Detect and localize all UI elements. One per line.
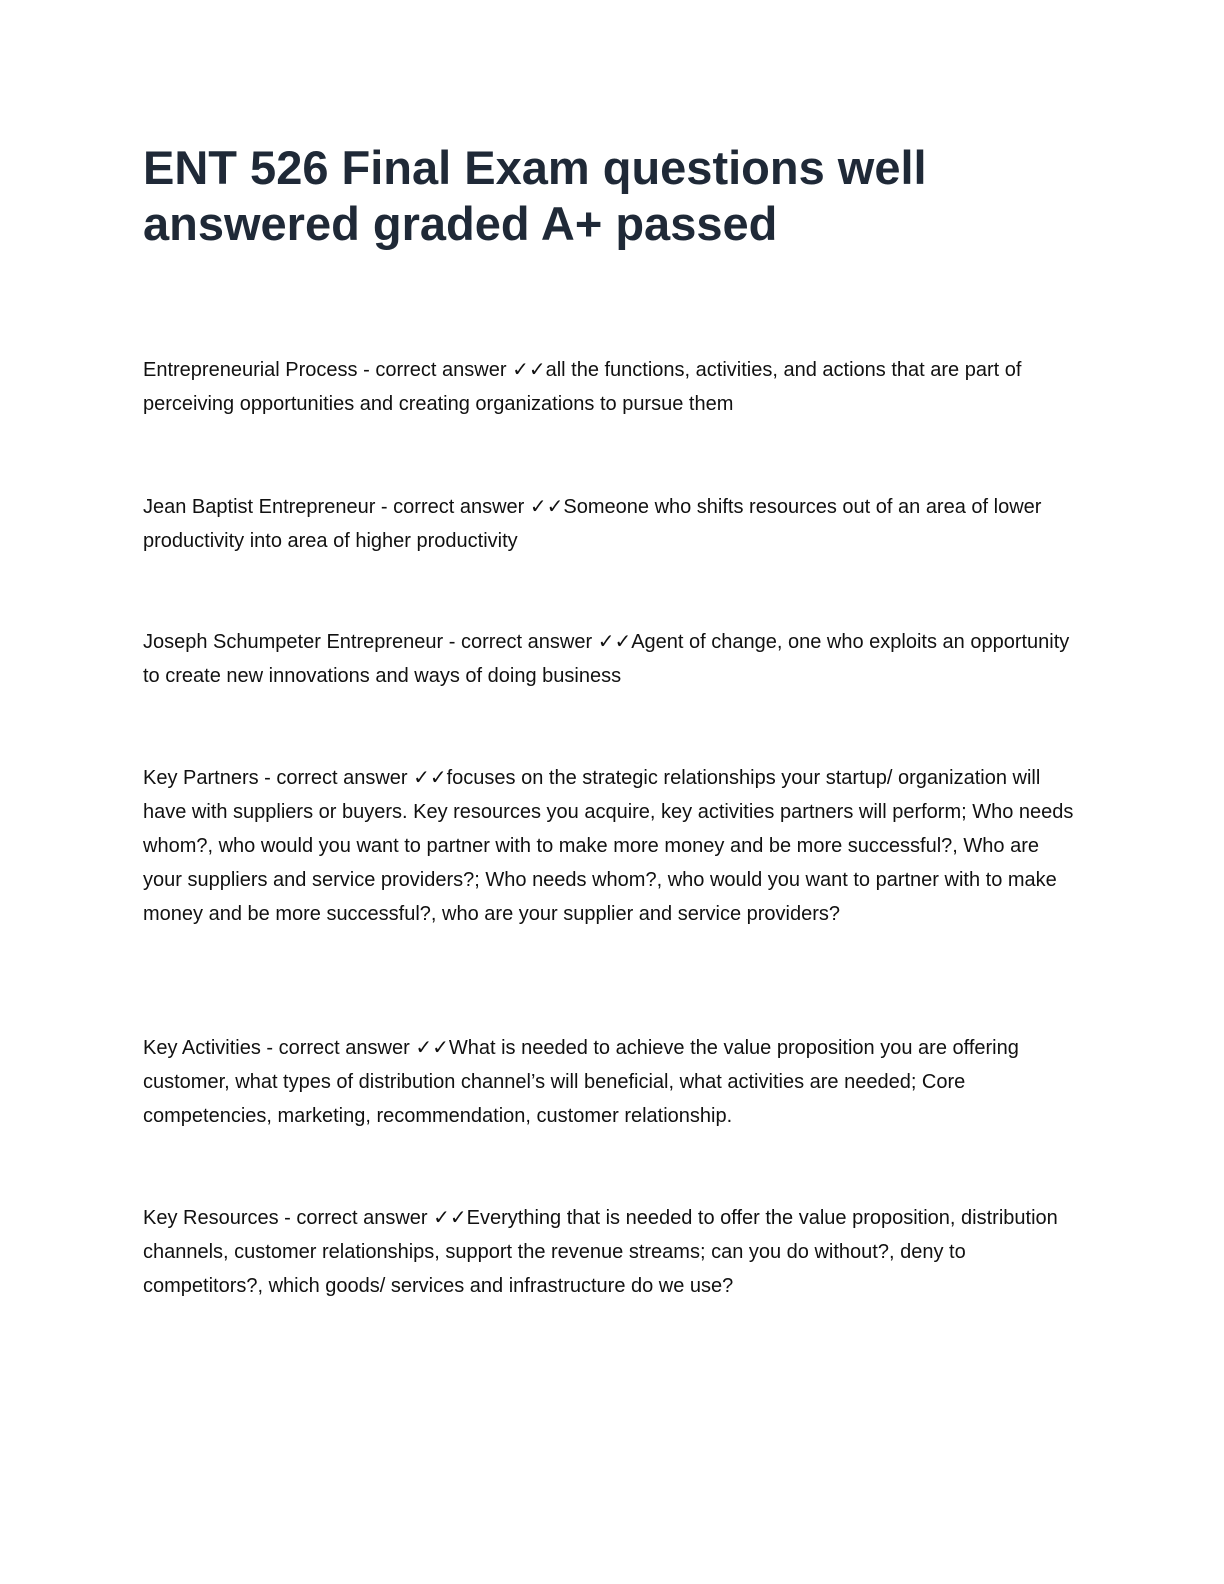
answer-label: correct answer xyxy=(296,1207,434,1229)
qa-entry-jean-baptist-entrepreneur xyxy=(143,489,1078,558)
term: Key Partners xyxy=(143,767,259,789)
answer-label: correct answer xyxy=(276,767,414,789)
term: Entrepreneurial Process xyxy=(143,359,358,381)
answer-text: Someone who shifts resources out of an area of lower productivity into area of higher productivity xyxy=(143,496,1042,552)
answer-label: correct answer xyxy=(393,496,530,518)
qa-entry-joseph-schumpeter-entrepreneur xyxy=(143,624,1078,693)
separator: - xyxy=(357,359,376,381)
qa-entry-entrepreneurial-process xyxy=(143,352,1078,421)
separator: - xyxy=(260,1037,279,1059)
answer-text: Everything that is needed to offer the value proposition, distribution channels, customer relationships, support the revenue streams; can you do without?, deny to competitors?, which goods/ services and infrastructure do we use? xyxy=(143,1207,1058,1297)
qa-entry-key-activities xyxy=(143,1030,1078,1133)
double-check-icon: ✓✓ xyxy=(433,1205,467,1229)
answer-text: focuses on the strategic relationships your startup/ organization will have with suppliers or buyers. Key resources you acquire, key activities partners will perform; Who needs whom?, who would you want to partner with to make more money and be more successful?, Who are your suppliers and service providers?; Who needs whom?, who would you want to partner with to make money and be more successful?, who are your supplier and service providers? xyxy=(143,767,1074,925)
term: Key Activities xyxy=(143,1037,261,1059)
qa-entry-key-partners xyxy=(143,760,1078,931)
term: Key Resources xyxy=(143,1207,279,1229)
separator: - xyxy=(278,1207,297,1229)
separator: - xyxy=(443,631,461,653)
answer-text: Agent of change, one who exploits an opportunity to create new innovations and ways of doing business xyxy=(143,631,1070,687)
term: Jean Baptist Entrepreneur xyxy=(143,496,376,518)
double-check-icon: ✓✓ xyxy=(512,357,546,381)
separator: - xyxy=(258,767,277,789)
answer-text: What is needed to achieve the value proposition you are offering customer, what types of distribution channel’s will beneficial, what activities are needed; Core competencies, marketing, recommendation, customer relationship. xyxy=(143,1037,1019,1127)
double-check-icon: ✓✓ xyxy=(415,1035,449,1059)
double-check-icon: ✓✓ xyxy=(413,765,447,789)
answer-label: correct answer xyxy=(375,359,513,381)
answer-label: correct answer xyxy=(278,1037,416,1059)
answer-label: correct answer xyxy=(460,631,598,653)
double-check-icon: ✓✓ xyxy=(529,494,564,518)
separator: - xyxy=(375,496,394,518)
qa-entry-key-resources xyxy=(143,1200,1078,1303)
double-check-icon: ✓✓ xyxy=(597,629,632,653)
answer-text: all the functions, activities, and actions that are part of perceiving opportunities and creating organizations to pursue them xyxy=(143,359,1022,415)
term: Joseph Schumpeter Entrepreneur xyxy=(143,631,444,653)
document-title: ENT 526 Final Exam questions well answered graded A+ passed xyxy=(143,141,927,250)
